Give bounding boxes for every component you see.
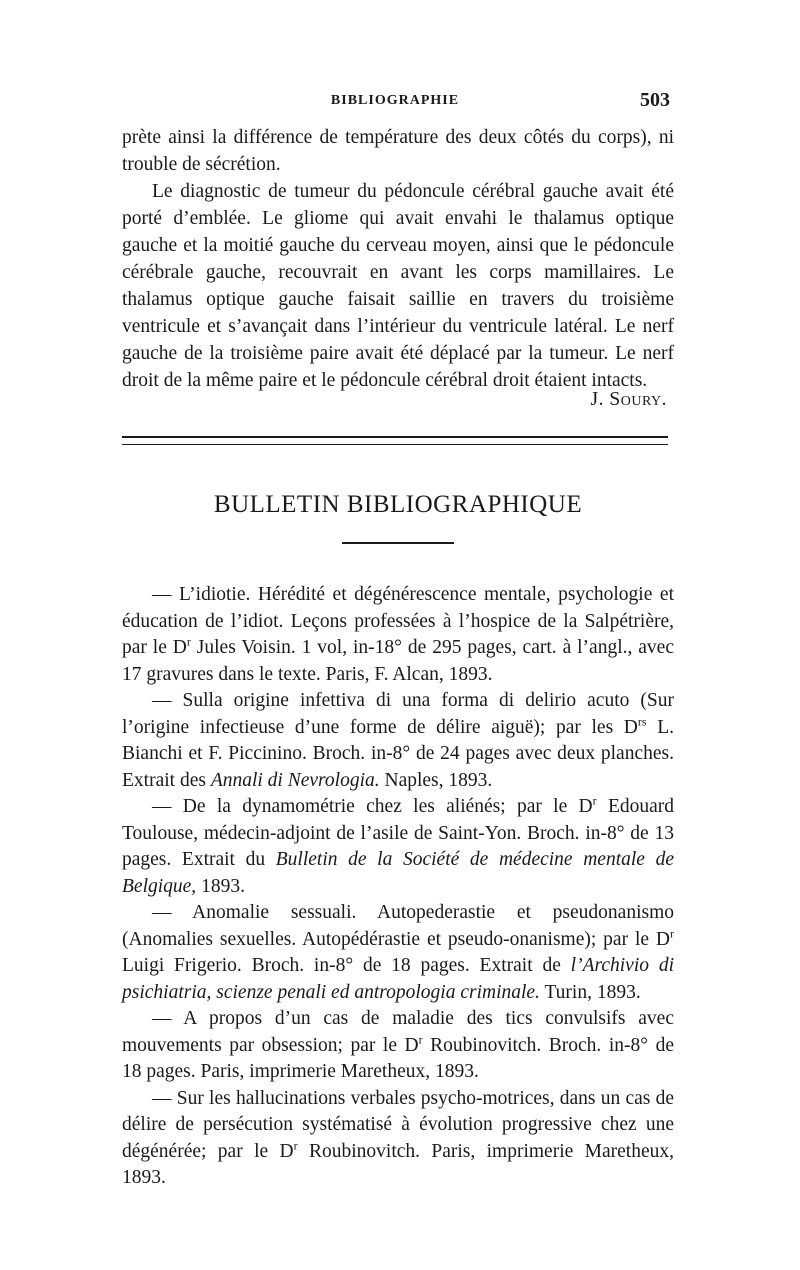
entry-text: 1893. bbox=[196, 875, 245, 897]
superscript: r bbox=[670, 926, 674, 940]
paragraph: prète ainsi la différence de température des deux côtés du corps), ni trouble de sécrétion. bbox=[122, 127, 674, 175]
entry-text: Roubinovitch. Broch. in-8° de 18 pages. Paris, imprimerie Maretheux, 1893. bbox=[122, 1034, 674, 1082]
signature-name: Soury. bbox=[609, 389, 667, 410]
superscript: r bbox=[592, 793, 597, 808]
bibliography-entry bbox=[122, 1006, 674, 1086]
entry-text: — Anomalie sessuali. Autopederastie et pseudonanismo (Anomalies sexuelles. Autopédérastie et pseudo-onanisme); par le D bbox=[122, 902, 674, 950]
article-conclusion bbox=[122, 124, 674, 394]
superscript: rs bbox=[637, 714, 647, 728]
journal-title: Bulletin de la Société de médecine mentale de Belgique, bbox=[122, 849, 674, 897]
section-heading: BULLETIN BIBLIOGRAPHIQUE bbox=[213, 491, 583, 518]
entry-text: — Sulla origine infettiva di una forma di delirio acuto (Sur l’origine infectieuse d’une forme de délire aiguë); par les D bbox=[122, 690, 674, 738]
superscript: r bbox=[186, 634, 191, 649]
signature-initial: J. bbox=[590, 389, 610, 410]
author-signature bbox=[122, 389, 667, 411]
superscript: r bbox=[418, 1032, 423, 1046]
paragraph: Le diagnostic de tumeur du pédoncule cérébral gauche avait été porté d’emblée. Le gliome qui avait envahi le thalamus optique gauche et la moitié gauche du cerveau moyen, ainsi que le pédoncule cérébrale gauche, recouvrait en avant les corps mamillaires. Le thalamus optique gauche faisait saillie en travers du troisième ventricule et s’avançait dans l’intérieur du ventricule latéral. Le nerf gauche de la troisième paire avait été déplacé par la tumeur. Le nerf droit de la même paire et le pédoncule cérébral droit étaient intacts. bbox=[122, 181, 674, 391]
entry-text: Edouard Toulouse, médecin-adjoint de l’asile de Saint-Yon. Broch. in-8° de 13 pages. Extrait du bbox=[122, 796, 675, 870]
entry-text: Jules Voisin. 1 vol, in-18° de 295 pages, cart. à l’angl., avec 17 gravures dans le texte. Paris, F. Alcan, 1893. bbox=[122, 637, 674, 685]
journal-title: Annali di Nevrologia. bbox=[210, 769, 380, 791]
entry-text: — L’idiotie. Hérédité et dégénérescence mentale, psychologie et éducation de l’idiot. Leçons professées à l’hospice de la Salpétrière, par le D bbox=[122, 584, 674, 658]
bibliography-entry bbox=[122, 582, 674, 688]
bibliography-entry bbox=[122, 900, 674, 1006]
running-header bbox=[120, 89, 670, 117]
bibliography-entry bbox=[122, 688, 674, 794]
double-rule-divider bbox=[122, 436, 668, 445]
entry-text: — De la dynamométrie chez les aliénés; par le D bbox=[152, 796, 593, 817]
entry-text: — Sur les hallucinations verbales psycho-motrices, dans un cas de délire de persécution systématisé à évolution progressive chez une dégénérée; par le D bbox=[122, 1087, 674, 1162]
running-title: BIBLIOGRAPHIE bbox=[330, 93, 460, 108]
entry-text: — A propos d’un cas de maladie des tics convulsifs avec mouvements par obsession; par le D bbox=[122, 1008, 674, 1056]
bibliography-entry bbox=[122, 794, 674, 900]
journal-title: l’Archivio di psichiatria, scienze penali ed antropologia criminale. bbox=[122, 955, 674, 1003]
page-number: 503 bbox=[640, 89, 670, 111]
entry-text: Turin, 1893. bbox=[539, 981, 641, 1003]
entry-text: L. Bianchi et F. Piccinino. Broch. in-8° de 24 pages avec deux planches. Extrait des bbox=[122, 716, 674, 791]
bibliography-entry bbox=[122, 1086, 674, 1192]
entry-text: Luigi Frigerio. Broch. in-8° de 18 pages. Extrait de bbox=[122, 955, 571, 976]
bibliography-list bbox=[122, 582, 674, 1192]
entry-text: Naples, 1893. bbox=[379, 769, 493, 791]
entry-text: Roubinovitch. Paris, imprimerie Maretheux, 1893. bbox=[122, 1140, 674, 1188]
short-rule-divider bbox=[342, 542, 454, 544]
superscript: r bbox=[293, 1138, 298, 1152]
